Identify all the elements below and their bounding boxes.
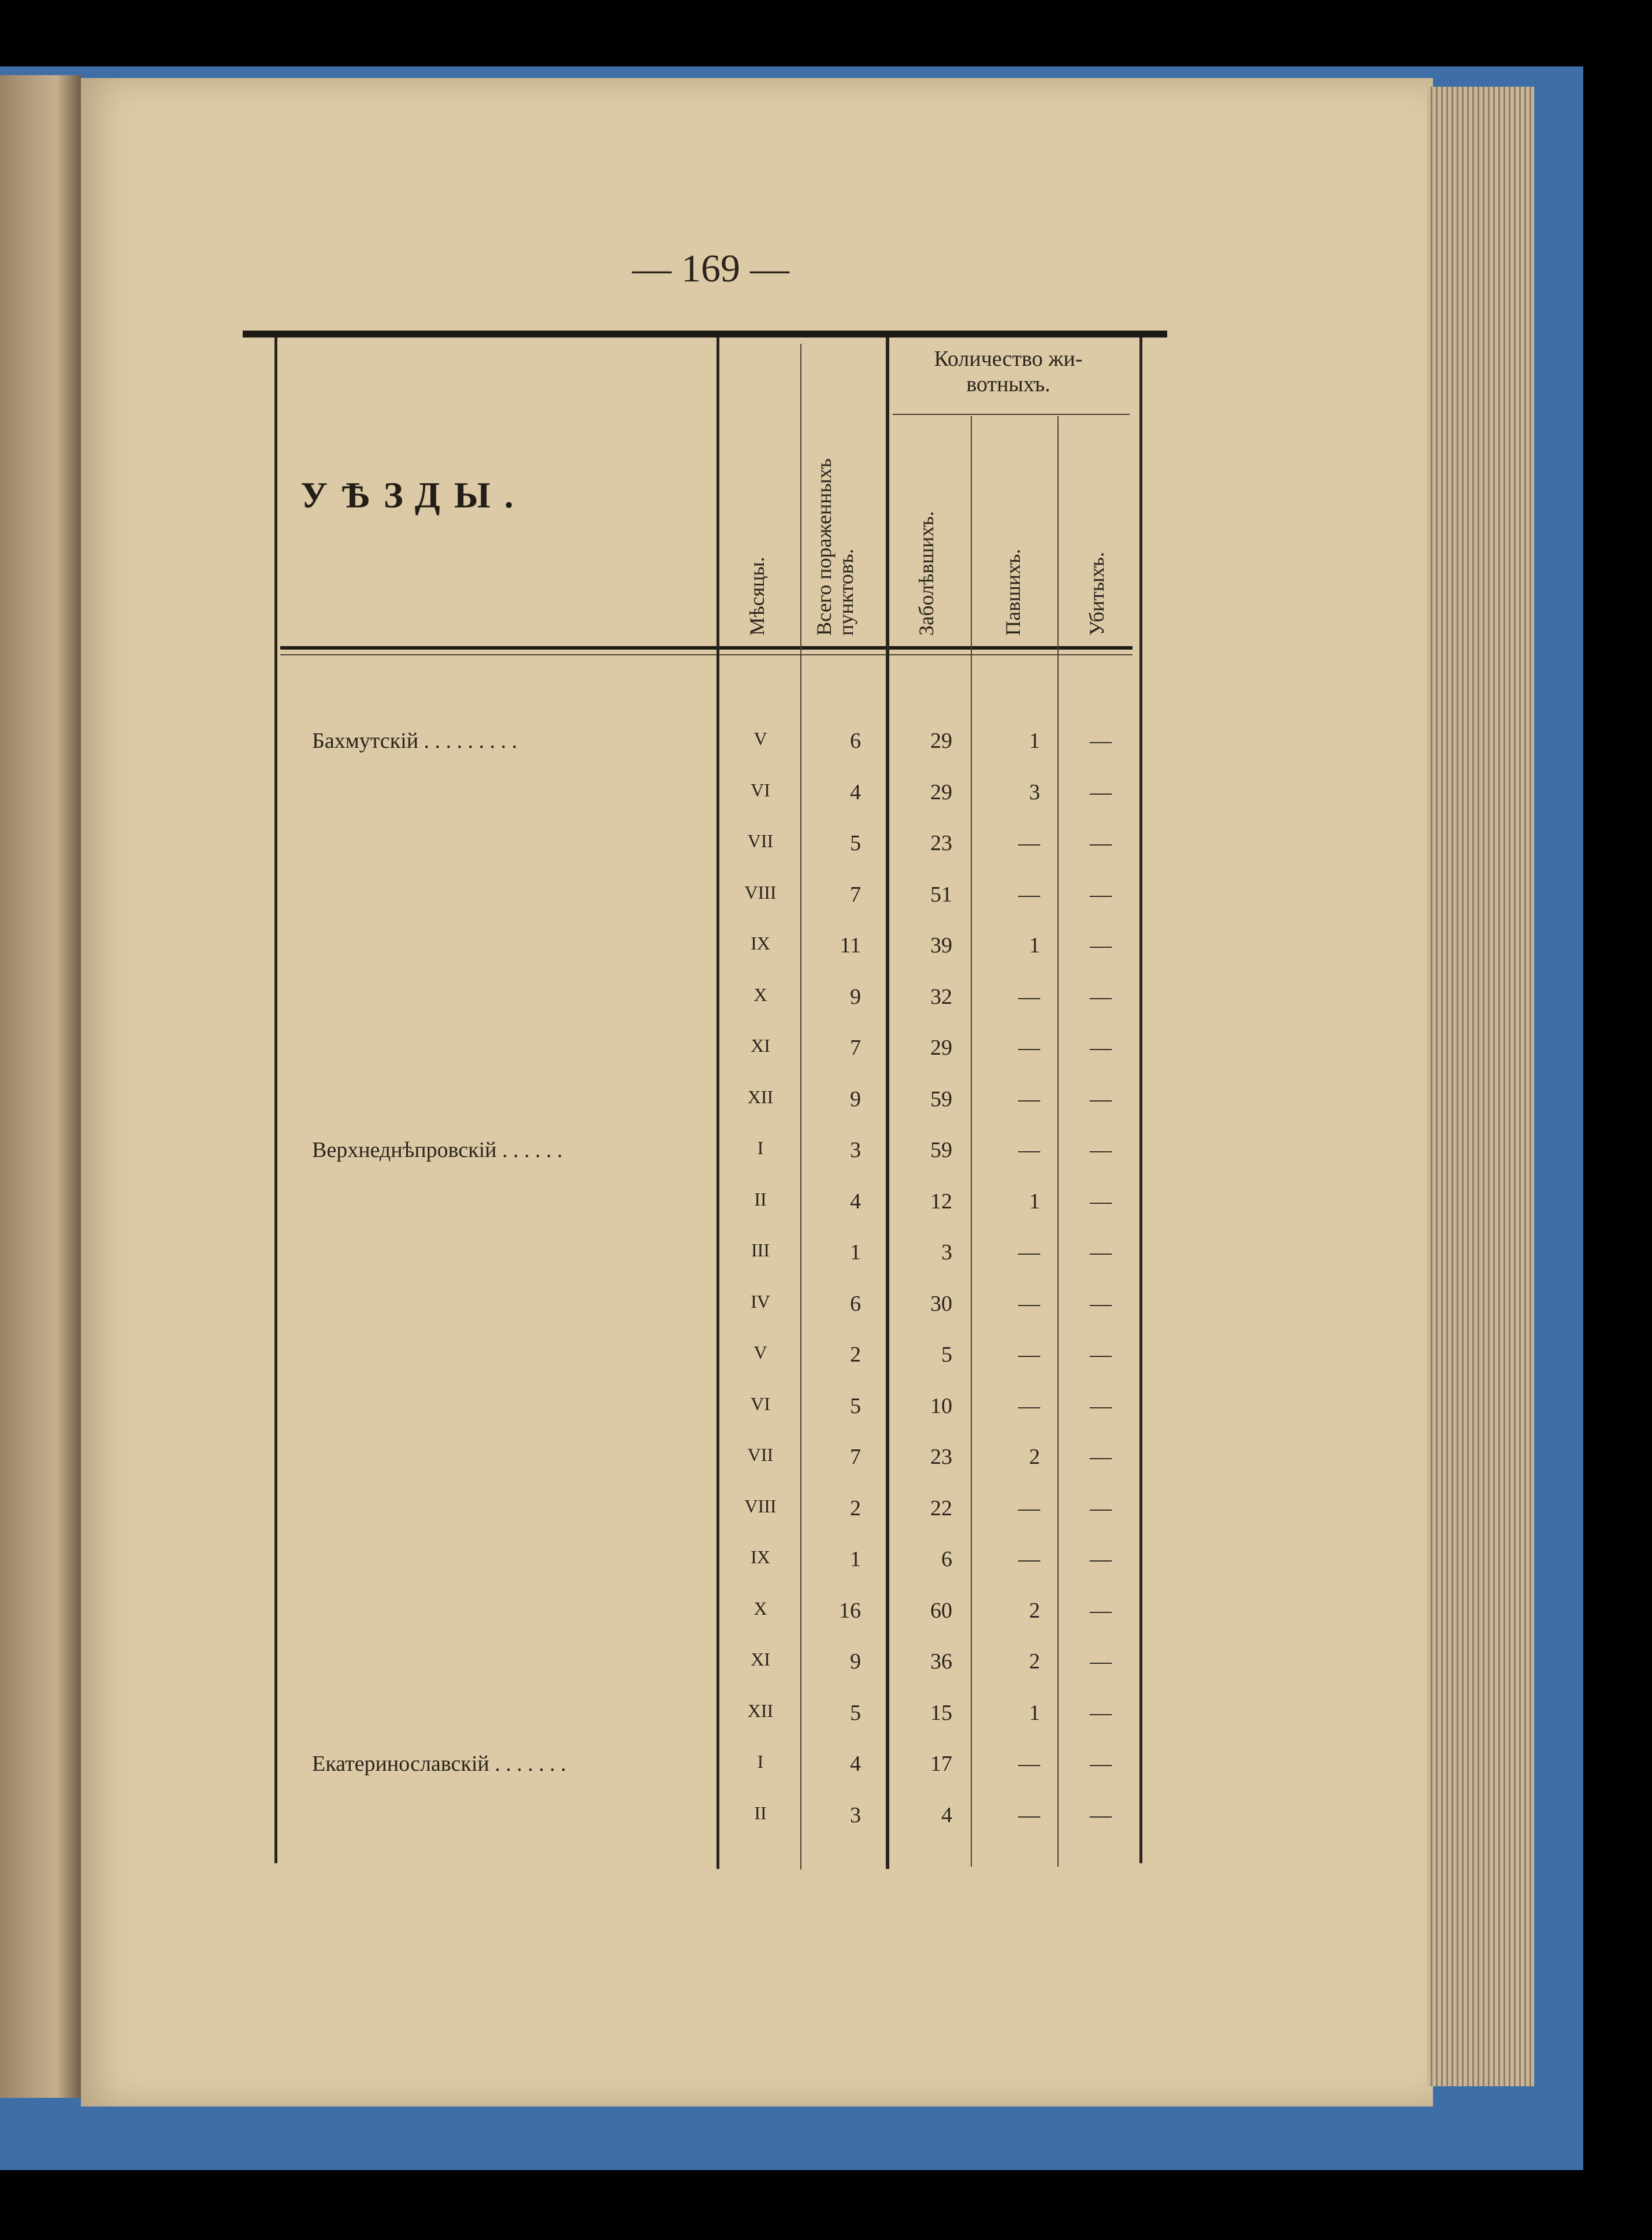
pavshikh-cell: — xyxy=(1018,882,1040,907)
header-vsego-punktov: Всего пораженныхъ пунктовъ. xyxy=(812,458,857,636)
table-right-border xyxy=(1139,338,1142,1863)
month-cell: X xyxy=(753,1598,767,1619)
header-zabolevshikh: Заболѣвшихъ. xyxy=(915,511,938,636)
punkty-cell: 1 xyxy=(850,1547,861,1571)
month-cell: XI xyxy=(751,1649,770,1670)
district-name: Бахмутскій . . . . . . . . . xyxy=(312,729,518,753)
col-divider-kolichestvo xyxy=(886,338,889,1869)
zabolevshikh-cell: 29 xyxy=(930,780,952,804)
punkty-cell: 2 xyxy=(850,1496,861,1520)
punkty-cell: 3 xyxy=(850,1803,861,1827)
col-divider-months xyxy=(717,338,719,1869)
district-name: Екатеринославскій . . . . . . . xyxy=(312,1752,566,1776)
zabolevshikh-cell: 29 xyxy=(930,1036,952,1060)
month-cell: XII xyxy=(747,1086,774,1107)
punkty-cell: 6 xyxy=(850,1292,861,1316)
table-top-rule xyxy=(243,331,1167,338)
pavshikh-cell: — xyxy=(1018,1547,1040,1571)
month-cell: II xyxy=(754,1189,767,1210)
ubitykh-cell: — xyxy=(1090,1342,1112,1367)
punkty-cell: 16 xyxy=(839,1599,861,1623)
month-cell: IX xyxy=(751,1547,770,1567)
pavshikh-cell: — xyxy=(1018,1803,1040,1827)
ubitykh-cell: — xyxy=(1090,1547,1112,1571)
punkty-cell: 9 xyxy=(850,1087,861,1111)
ubitykh-cell: — xyxy=(1090,1087,1112,1111)
ubitykh-cell: — xyxy=(1090,729,1112,753)
pavshikh-cell: — xyxy=(1018,985,1040,1009)
zabolevshikh-cell: 22 xyxy=(930,1496,952,1520)
month-cell: VI xyxy=(751,780,770,800)
table-header-rule-thin xyxy=(280,654,1133,655)
zabolevshikh-cell: 36 xyxy=(930,1649,952,1674)
month-cell: VIII xyxy=(744,1496,777,1516)
ubitykh-cell: — xyxy=(1090,780,1112,804)
zabolevshikh-cell: 51 xyxy=(930,882,952,907)
pavshikh-cell: 1 xyxy=(1029,1189,1040,1214)
table-left-border xyxy=(274,338,277,1863)
ubitykh-cell: — xyxy=(1090,1138,1112,1162)
zabolevshikh-cell: 4 xyxy=(941,1803,952,1827)
punkty-cell: 5 xyxy=(850,1701,861,1725)
zabolevshikh-cell: 5 xyxy=(941,1342,952,1367)
ubitykh-cell: — xyxy=(1090,1394,1112,1418)
zabolevshikh-cell: 12 xyxy=(930,1189,952,1214)
punkty-cell: 11 xyxy=(840,933,861,958)
col-divider-punkty xyxy=(800,344,801,1870)
facing-page-edge xyxy=(0,75,81,2098)
month-cell: IV xyxy=(751,1291,770,1312)
pavshikh-cell: — xyxy=(1018,1240,1040,1264)
col-divider-ubitykh xyxy=(1057,416,1059,1867)
header-uezdy: УѢЗДЫ. xyxy=(300,474,528,516)
ubitykh-cell: — xyxy=(1090,1649,1112,1674)
ubitykh-cell: — xyxy=(1090,933,1112,958)
ubitykh-cell: — xyxy=(1090,1036,1112,1060)
month-cell: V xyxy=(753,728,767,749)
ubitykh-cell: — xyxy=(1090,1599,1112,1623)
punkty-cell: 4 xyxy=(850,1189,861,1214)
table-header-rule xyxy=(280,646,1133,650)
zabolevshikh-cell: 6 xyxy=(941,1547,952,1571)
zabolevshikh-cell: 23 xyxy=(930,1445,952,1469)
punkty-cell: 5 xyxy=(850,1394,861,1418)
pavshikh-cell: 2 xyxy=(1029,1649,1040,1674)
ubitykh-cell: — xyxy=(1090,882,1112,907)
punkty-cell: 7 xyxy=(850,882,861,907)
month-cell: I xyxy=(757,1751,764,1772)
header-pavshikh: Павшихъ. xyxy=(1001,548,1024,636)
punkty-cell: 4 xyxy=(850,780,861,804)
pavshikh-cell: — xyxy=(1018,1394,1040,1418)
month-cell: VI xyxy=(751,1393,770,1414)
zabolevshikh-cell: 59 xyxy=(930,1087,952,1111)
district-name: Верхнеднѣпровскій . . . . . . xyxy=(312,1138,563,1162)
month-cell: III xyxy=(751,1240,770,1260)
pavshikh-cell: — xyxy=(1018,1036,1040,1060)
punkty-cell: 6 xyxy=(850,729,861,753)
ubitykh-cell: — xyxy=(1090,831,1112,855)
ubitykh-cell: — xyxy=(1090,1240,1112,1264)
month-cell: X xyxy=(753,984,767,1005)
pavshikh-cell: — xyxy=(1018,1292,1040,1316)
zabolevshikh-cell: 39 xyxy=(930,933,952,958)
ubitykh-cell: — xyxy=(1090,1496,1112,1520)
pavshikh-cell: — xyxy=(1018,1752,1040,1776)
punkty-cell: 9 xyxy=(850,1649,861,1674)
zabolevshikh-cell: 60 xyxy=(930,1599,952,1623)
ubitykh-cell: — xyxy=(1090,1445,1112,1469)
pavshikh-cell: — xyxy=(1018,831,1040,855)
pavshikh-cell: 3 xyxy=(1029,780,1040,804)
header-ubitykh: Убитыхъ. xyxy=(1085,552,1108,636)
punkty-cell: 2 xyxy=(850,1342,861,1367)
page-edges xyxy=(1427,87,1534,2086)
ubitykh-cell: — xyxy=(1090,1803,1112,1827)
zabolevshikh-cell: 30 xyxy=(930,1292,952,1316)
pavshikh-cell: 1 xyxy=(1029,1701,1040,1725)
zabolevshikh-cell: 23 xyxy=(930,831,952,855)
punkty-cell: 7 xyxy=(850,1036,861,1060)
punkty-cell: 9 xyxy=(850,985,861,1009)
header-kolichestvo: Количество жи- вотныхъ. xyxy=(934,347,1083,396)
zabolevshikh-cell: 29 xyxy=(930,729,952,753)
punkty-cell: 1 xyxy=(850,1240,861,1264)
ubitykh-cell: — xyxy=(1090,1189,1112,1214)
month-cell: XI xyxy=(751,1035,770,1056)
punkty-cell: 7 xyxy=(850,1445,861,1469)
pavshikh-cell: — xyxy=(1018,1342,1040,1367)
ubitykh-cell: — xyxy=(1090,1701,1112,1725)
pavshikh-cell: — xyxy=(1018,1138,1040,1162)
kolichestvo-subrule xyxy=(893,414,1130,415)
punkty-cell: 4 xyxy=(850,1752,861,1776)
month-cell: I xyxy=(757,1137,764,1158)
col-divider-pavshikh xyxy=(971,416,972,1867)
month-cell: VIII xyxy=(744,882,777,903)
month-cell: II xyxy=(754,1803,767,1823)
punkty-cell: 5 xyxy=(850,831,861,855)
punkty-cell: 3 xyxy=(850,1138,861,1162)
pavshikh-cell: 1 xyxy=(1029,933,1040,958)
pavshikh-cell: 2 xyxy=(1029,1599,1040,1623)
pavshikh-cell: — xyxy=(1018,1496,1040,1520)
month-cell: V xyxy=(753,1342,767,1363)
ubitykh-cell: — xyxy=(1090,1752,1112,1776)
page-number: — 169 — xyxy=(632,246,789,290)
ubitykh-cell: — xyxy=(1090,1292,1112,1316)
zabolevshikh-cell: 15 xyxy=(930,1701,952,1725)
month-cell: IX xyxy=(751,933,770,954)
zabolevshikh-cell: 32 xyxy=(930,985,952,1009)
month-cell: XII xyxy=(747,1700,774,1721)
zabolevshikh-cell: 10 xyxy=(930,1394,952,1418)
pavshikh-cell: 2 xyxy=(1029,1445,1040,1469)
pavshikh-cell: — xyxy=(1018,1087,1040,1111)
ubitykh-cell: — xyxy=(1090,985,1112,1009)
header-mesyatsy: Мѣсяцы. xyxy=(745,557,769,636)
zabolevshikh-cell: 17 xyxy=(930,1752,952,1776)
pavshikh-cell: 1 xyxy=(1029,729,1040,753)
zabolevshikh-cell: 59 xyxy=(930,1138,952,1162)
month-cell: VII xyxy=(747,830,774,851)
month-cell: VII xyxy=(747,1444,774,1465)
zabolevshikh-cell: 3 xyxy=(941,1240,952,1264)
